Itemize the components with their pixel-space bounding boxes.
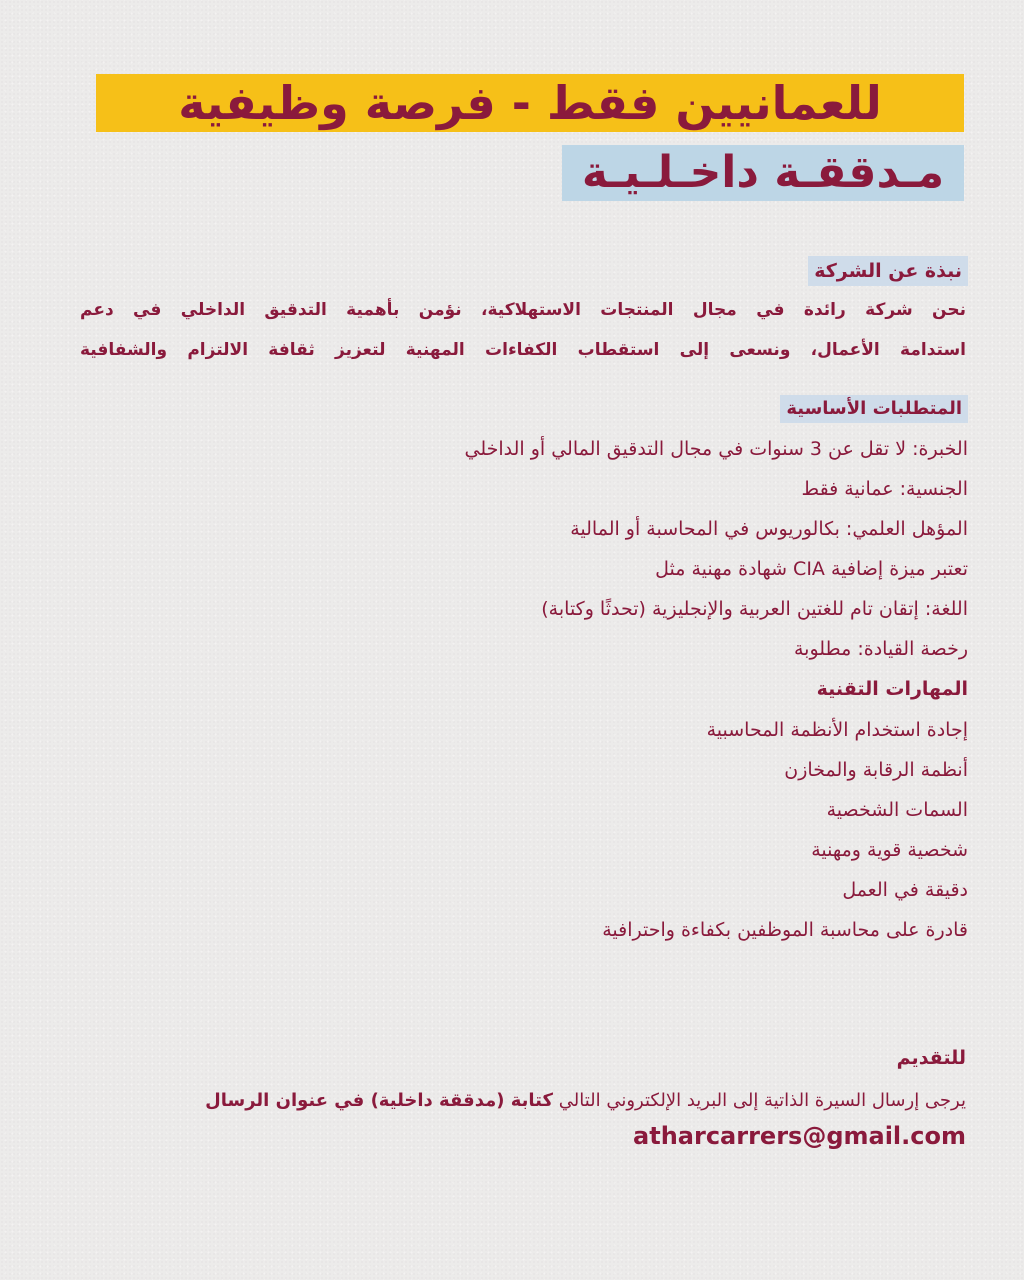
apply-heading: للتقديم: [896, 1047, 966, 1069]
trait-accurate: دقيقة في العمل: [842, 879, 968, 901]
requirement-driving-license: رخصة القيادة: مطلوبة: [793, 638, 968, 660]
personal-traits-label: السمات الشخصية: [826, 799, 968, 821]
job-title-banner: [96, 74, 964, 132]
apply-instructions-regular: يرجى إرسال السيرة الذاتية إلى البريد الإلكتروني التالي: [553, 1090, 966, 1111]
requirement-nationality: الجنسية: عمانية فقط: [801, 478, 968, 500]
about-heading: نبذة عن الشركة: [808, 256, 968, 286]
requirement-certification: تعتبر ميزة إضافية CIA شهادة مهنية مثل: [655, 558, 968, 580]
requirements-heading: المتطلبات الأساسية: [780, 395, 968, 423]
skill-accounting-systems: إجادة استخدام الأنظمة المحاسبية: [706, 719, 968, 741]
skill-control-inventory: أنظمة الرقابة والمخازن: [784, 759, 968, 781]
position-title-banner: [562, 145, 964, 201]
about-text-line-1: نحن شركة رائدة في مجال المنتجات الاستهلاكية، نؤمن بأهمية التدقيق الداخلي في دعم: [80, 300, 966, 320]
apply-instructions-bold: كتابة (مدققة داخلية) في عنوان الرسال: [205, 1090, 553, 1111]
requirement-qualification: المؤهل العلمي: بكالوريوس في المحاسبة أو المالية: [570, 518, 968, 540]
about-text-line-2: استدامة الأعمال، ونسعى إلى استقطاب الكفاءات المهنية لتعزيز ثقافة الالتزام والشفافية: [80, 340, 966, 360]
apply-instructions: [205, 1090, 966, 1111]
skills-heading: المهارات التقنية: [816, 678, 968, 700]
requirement-experience: الخبرة: لا تقل عن 3 سنوات في مجال التدقيق المالي أو الداخلي: [464, 438, 968, 460]
job-title: للعمانيين فقط - فرصة وظيفية: [178, 76, 882, 130]
apply-email-link[interactable]: atharcarrers@gmail.com: [633, 1122, 966, 1150]
position-title: مـدققـة داخـلـيـة: [581, 147, 945, 198]
trait-accountability: قادرة على محاسبة الموظفين بكفاءة واحترافية: [602, 919, 968, 941]
requirement-language: اللغة: إتقان تام للغتين العربية والإنجليزية (تحدثًا وكتابة): [541, 598, 968, 620]
trait-strong-professional: شخصية قوية ومهنية: [811, 839, 968, 861]
